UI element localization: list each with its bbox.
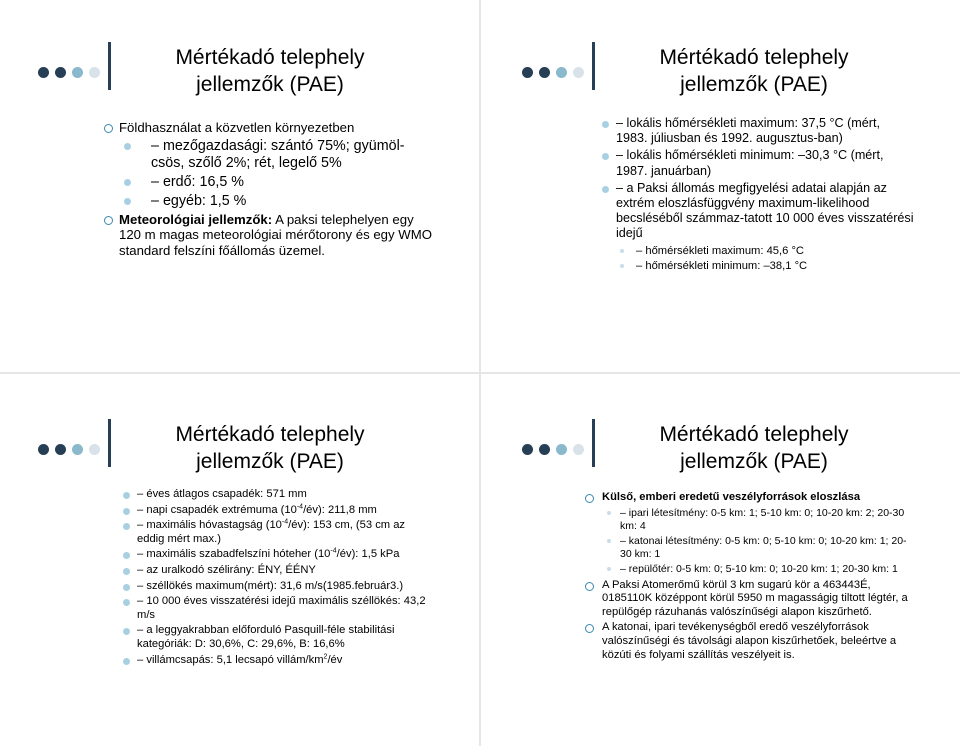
list-item-text: – széllökés maximum(mért): 31,6 m/s(1985.február3.): [137, 580, 403, 592]
list-item-text: – ipari létesítmény: 0-5 km: 1; 5-10 km: 0; 10-20 km: 2; 20-30 km: 4: [620, 507, 904, 532]
list-item: [100, 564, 430, 578]
list-item: [100, 580, 430, 594]
list-item-text: – az uralkodó szélirány: ÉNY, ÉÉNY: [137, 564, 316, 576]
list-item: [582, 491, 912, 505]
list-item: [104, 212, 434, 259]
list-item: [104, 120, 434, 136]
list-item: [100, 624, 430, 651]
slide-title-line1: Mértékadó telephely: [659, 46, 849, 69]
dot-bullet-icon: [123, 508, 130, 515]
list-item-heading: Külső, emberi eredetű veszélyforrások eloszlása: [602, 491, 861, 503]
dot-bullet-icon: [123, 568, 130, 575]
list-item-text: A Paksi Atomerőmű körül 3 km sugarú kör a 463443É, 0185110K középpont körül 5950 m magasságig tiltott légtér, a repülőgép rázuhanás valószínűségi alapon kiszűrhető.: [602, 578, 908, 618]
list-item: [100, 488, 430, 502]
slide-title: [594, 421, 914, 475]
list-item: [584, 148, 914, 178]
list-item-text: – egyéb: 1,5 %: [151, 193, 246, 209]
dot-bullet-icon: [123, 584, 130, 591]
list-item-text: – hőmérsékleti minimum: –38,1 °C: [636, 260, 807, 272]
slide-3-content: [100, 488, 430, 669]
decoration-dot-icon: [38, 444, 49, 455]
ring-bullet-icon: [585, 624, 594, 633]
slide-title-line1: Mértékadó telephely: [175, 423, 365, 446]
horizontal-separator: [0, 372, 960, 374]
decoration-dot-icon: [522, 444, 533, 455]
slide-title: [594, 44, 914, 98]
list-item: [582, 535, 912, 561]
decoration-dot-icon: [55, 444, 66, 455]
dot-bullet-icon: [123, 523, 130, 530]
decoration-dot-icon: [89, 444, 100, 455]
list-item-text: A katonai, ipari tevékenységből eredő veszélyforrások valószínűségi és távolsági alapon kiszűrhetőek, beleértve a közúti és folyami szállítás veszélyeit is.: [602, 621, 897, 661]
list-item-text: – villámcsapás: 5,1 lecsapó villám/km: [137, 654, 324, 666]
list-item: [582, 563, 912, 576]
list-item-text: – maximális szabadfelszíni hóteher (10: [137, 548, 330, 560]
list-item-text: – a leggyakrabban előforduló Pasquill-féle stabilitási kategóriák: D: 30,6%, C: 29,6%, B: 16,6%: [137, 624, 395, 650]
dot-bullet-icon: [124, 198, 131, 205]
decoration-dot-icon: [55, 67, 66, 78]
list-item: [104, 193, 434, 210]
small-bullet-icon: [607, 539, 611, 543]
list-item-text: – repülőtér: 0-5 km: 0; 5-10 km: 0; 10-20 km: 1; 20-30 km: 1: [620, 563, 898, 575]
list-item: [100, 504, 430, 518]
list-item: [584, 116, 914, 146]
list-item: [582, 579, 912, 620]
decoration-dot-icon: [573, 444, 584, 455]
slide-title: [110, 421, 430, 475]
decoration-dot-icon: [72, 67, 83, 78]
decoration-dot-icon: [539, 67, 550, 78]
list-item: [584, 181, 914, 242]
slide-1: [0, 0, 476, 369]
decoration-dot-icon: [573, 67, 584, 78]
list-item: [100, 519, 430, 546]
slide-title-line2: jellemzők (PAE): [680, 73, 828, 96]
list-item-text: – mezőgazdasági: szántó 75%; gyümöl-csös, szőlő 2%; rét, legelő 5%: [151, 138, 405, 171]
list-item-text: – éves átlagos csapadék: 571 mm: [137, 488, 307, 500]
decoration-dot-icon: [556, 444, 567, 455]
slide-title-line2: jellemzők (PAE): [680, 450, 828, 473]
ring-bullet-icon: [104, 216, 113, 225]
slide-title-line1: Mértékadó telephely: [175, 46, 365, 69]
ring-bullet-icon: [585, 494, 594, 503]
list-item: [100, 654, 430, 668]
superscript: -4: [330, 547, 337, 555]
list-item: [584, 259, 914, 273]
superscript: -4: [296, 502, 304, 510]
dot-bullet-icon: [602, 153, 609, 160]
list-item: [104, 174, 434, 191]
superscript: -4: [281, 518, 289, 526]
list-item-text: /év): 1,5 kPa: [336, 548, 400, 561]
dot-bullet-icon: [602, 186, 609, 193]
list-item-text: A paksi telephelyen egy 120 m magas meteorológiai mérőtorony és egy WMO standard felszíni főállomás üzemel.: [119, 211, 432, 258]
list-item: [100, 595, 430, 622]
list-item-text: – a Paksi állomás megfigyelési adatai alapján az extrém eloszlásfüggvény maximum-likelihood becsléséből számmaz-tatott 10 000 éves visszatérési idejű: [616, 181, 914, 241]
slide-title: [110, 44, 430, 98]
slide-2: [484, 0, 960, 369]
slide-title-line2: jellemzők (PAE): [196, 450, 344, 473]
list-item-text: – lokális hőmérsékleti minimum: –30,3 °C (mért, 1987. januárban): [616, 148, 884, 177]
dot-bullet-icon: [124, 143, 131, 150]
small-bullet-icon: [620, 264, 624, 268]
decoration-dot-icon: [539, 444, 550, 455]
slide-4-content: [582, 491, 912, 664]
dot-bullet-icon: [123, 492, 130, 499]
ring-bullet-icon: [104, 124, 113, 133]
dot-bullet-icon: [123, 658, 130, 665]
decoration-dot-icon: [522, 67, 533, 78]
list-item: [584, 244, 914, 258]
dot-bullet-icon: [124, 179, 131, 186]
list-item-text: /év): 153 cm, (53 cm az eddig mért max.): [137, 519, 406, 545]
list-item-text: – napi csapadék extrémuma (10: [137, 504, 297, 516]
slide-2-content: [584, 116, 914, 274]
list-item-text: – 10 000 éves visszatérési idejű maximális széllökés: 43,2 m/s: [137, 595, 426, 621]
list-item-heading: Meteorológiai jellemzők:: [119, 211, 273, 227]
slide-4: [484, 377, 960, 746]
small-bullet-icon: [607, 511, 611, 515]
list-item-text: – lokális hőmérsékleti maximum: 37,5 °C (mért, 1983. júliusban és 1992. augusztus-ban): [616, 116, 880, 145]
dot-bullet-icon: [602, 121, 609, 128]
list-item-text: Földhasználat a közvetlen környezetben: [119, 120, 355, 135]
dot-bullet-icon: [123, 628, 130, 635]
list-item: [100, 548, 430, 562]
list-item: [582, 621, 912, 662]
slide-title-line1: Mértékadó telephely: [659, 423, 849, 446]
slide-3: [0, 377, 476, 746]
decoration-dot-icon: [556, 67, 567, 78]
list-item-text: – erdő: 16,5 %: [151, 174, 244, 190]
slide-1-content: [104, 120, 434, 260]
ring-bullet-icon: [585, 582, 594, 591]
list-item-text: /év: [327, 653, 343, 666]
list-item: [582, 507, 912, 533]
decoration-dot-icon: [38, 67, 49, 78]
list-item-text: – katonai létesítmény: 0-5 km: 0; 5-10 km: 0; 10-20 km: 1; 20-30 km: 1: [620, 535, 907, 560]
list-item-text: /év): 211,8 mm: [303, 503, 377, 516]
dot-bullet-icon: [123, 552, 130, 559]
list-item-text: – hőmérsékleti maximum: 45,6 °C: [636, 245, 804, 257]
decoration-dot-icon: [89, 67, 100, 78]
slide-title-line2: jellemzők (PAE): [196, 73, 344, 96]
small-bullet-icon: [607, 567, 611, 571]
list-item-text: – maximális hóvastagság (10: [137, 519, 282, 531]
superscript: 2: [323, 652, 328, 660]
dot-bullet-icon: [123, 599, 130, 606]
decoration-dot-icon: [72, 444, 83, 455]
small-bullet-icon: [620, 249, 624, 253]
list-item: [104, 138, 434, 172]
